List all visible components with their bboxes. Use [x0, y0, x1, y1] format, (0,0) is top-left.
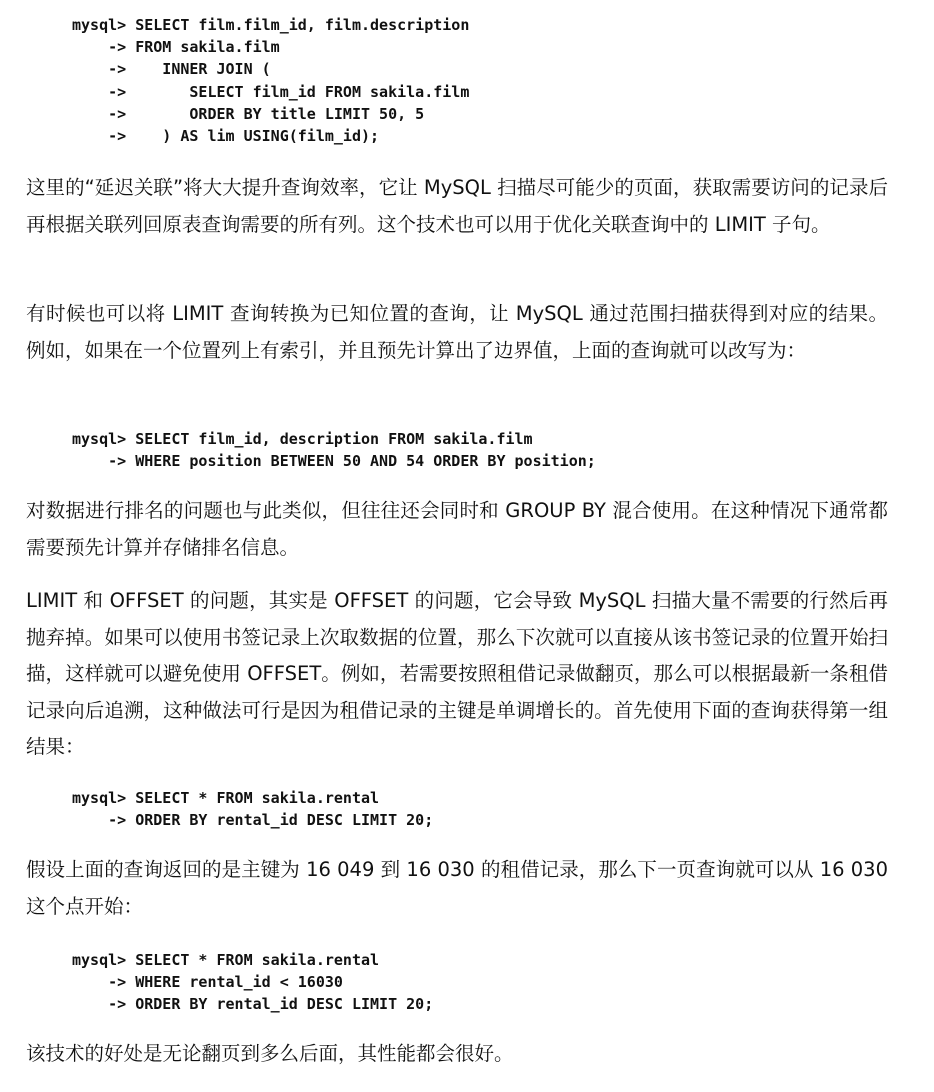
paragraph-ranking: 对数据进行排名的问题也与此类似，但往往还会同时和 GROUP BY 混合使用。在这种情况下通常都需要预先计算并存储排名信息。: [26, 499, 888, 559]
code-block-position-between: [72, 428, 596, 472]
paragraph-limit-position: 有时候也可以将 LIMIT 查询转换为已知位置的查询，让 MySQL 通过范围扫描获得到对应的结果。例如，如果在一个位置列上有索引，并且预先计算出了边界值，上面的查询就可以改写为：: [26, 302, 888, 362]
paragraph-deferred-join: 这里的“延迟关联”将大大提升查询效率，它让 MySQL 扫描尽可能少的页面，获取需要访问的记录后再根据关联列回原表查询需要的所有列。这个技术也可以用于优化关联查询中的 LIMIT 子句。: [26, 176, 888, 236]
code-line: -> ORDER BY title LIMIT 50, 5: [72, 104, 425, 123]
code-line: -> SELECT film_id FROM sakila.film: [72, 82, 470, 101]
code-line: mysql> SELECT film_id, description FROM sakila.film: [72, 430, 533, 448]
paragraph-next-page: 假设上面的查询返回的是主键为 16 049 到 16 030 的租借记录，那么下一页查询就可以从 16 030 这个点开始：: [26, 858, 888, 918]
code-line: mysql> SELECT * FROM sakila.rental: [72, 951, 380, 969]
code-line: mysql> SELECT * FROM sakila.rental: [72, 789, 380, 807]
code-line: -> ORDER BY rental_id DESC LIMIT 20;: [72, 995, 434, 1014]
code-line: -> ) AS lim USING(film_id);: [72, 126, 380, 145]
code-block-next-page: [72, 949, 433, 1016]
code-line: -> WHERE position BETWEEN 50 AND 54 ORDER BY position;: [72, 452, 596, 471]
code-line: mysql> SELECT film.film_id, film.description: [72, 16, 470, 34]
paragraph-conclusion: 该技术的好处是无论翻页到多么后面，其性能都会很好。: [26, 1042, 514, 1065]
paragraph-offset-bookmark: LIMIT 和 OFFSET 的问题，其实是 OFFSET 的问题，它会导致 MySQL 扫描大量不需要的行然后再抛弃掉。如果可以使用书签记录上次取数据的位置，那么下次就可以直接从该书签记录的位置开始扫描，这样就可以避免使用 OFFSET。例如，若需要按照租借记录做翻页，那么可以根据最新一条租借记录向后追溯，这种做法可行是因为租借记录的主键是单调增长的。首先使用下面的查询获得第一组结果：: [26, 589, 888, 758]
code-line: -> ORDER BY rental_id DESC LIMIT 20;: [72, 811, 434, 830]
code-line: -> WHERE rental_id < 16030: [72, 973, 343, 992]
code-block-first-page: [72, 787, 433, 831]
code-line: -> FROM sakila.film: [72, 38, 280, 57]
code-line: -> INNER JOIN (: [72, 60, 271, 79]
code-block-deferred-join: [72, 14, 469, 147]
